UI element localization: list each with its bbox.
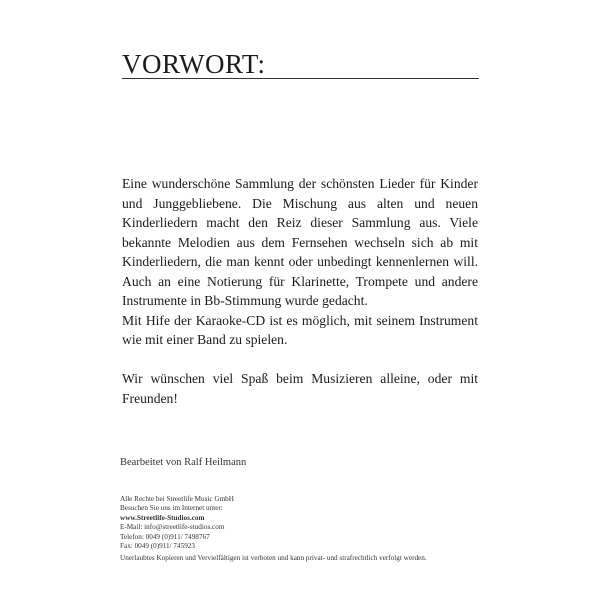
- imprint-rights: Alle Rechte bei Streetlife Music GmbH: [120, 495, 234, 503]
- imprint-email[interactable]: E-Mail: info@streetlife-studios.com: [120, 523, 225, 532]
- preface-paragraph-3: Wir wünschen viel Spaß beim Musizieren alleine, oder mit Freunden!: [122, 371, 478, 406]
- preface-paragraph-2: Mit Hife der Karaoke-CD ist es möglich, mit seinem Instrument wie mit einer Band zu spielen.: [122, 312, 478, 347]
- imprint-block: [120, 495, 427, 564]
- imprint-fax: Fax: 0049 (0)911/ 745923: [120, 542, 195, 551]
- copyright-notice: Unerlaubtes Kopieren und Vervielfältigen ist verboten und kann privat- und strafrechtlich verfolgt werden.: [120, 554, 427, 563]
- page-title: VORWORT:: [122, 49, 266, 79]
- imprint-website-link[interactable]: www.Streetlife-Studios.com: [120, 513, 205, 522]
- preface-paragraph-1: Eine wunderschöne Sammlung der schönsten Lieder für Kinder und Junggebliebene. Die Mischung aus alten und neuen Kinderliedern macht den Reiz dieser Sammlung aus. Viele bekannte Melodien aus dem Fernsehen wechseln sich ab mit Kinderliedern, die man kennt oder unbedingt kennenlernen will. Auch an eine Notierung für Klarinette, Trompete und andere Instrumente in Bb-Stimmung wurde gedacht.: [122, 176, 478, 308]
- title-underline: [122, 78, 479, 79]
- imprint-phone: Telefon: 0049 (0)911/ 7498767: [120, 532, 210, 541]
- arranger-credit: Bearbeitet von Ralf Heilmann: [120, 457, 247, 468]
- imprint-visit: Besuchen Sie uns im Internet unter:: [120, 504, 223, 513]
- preface-body: [122, 174, 478, 408]
